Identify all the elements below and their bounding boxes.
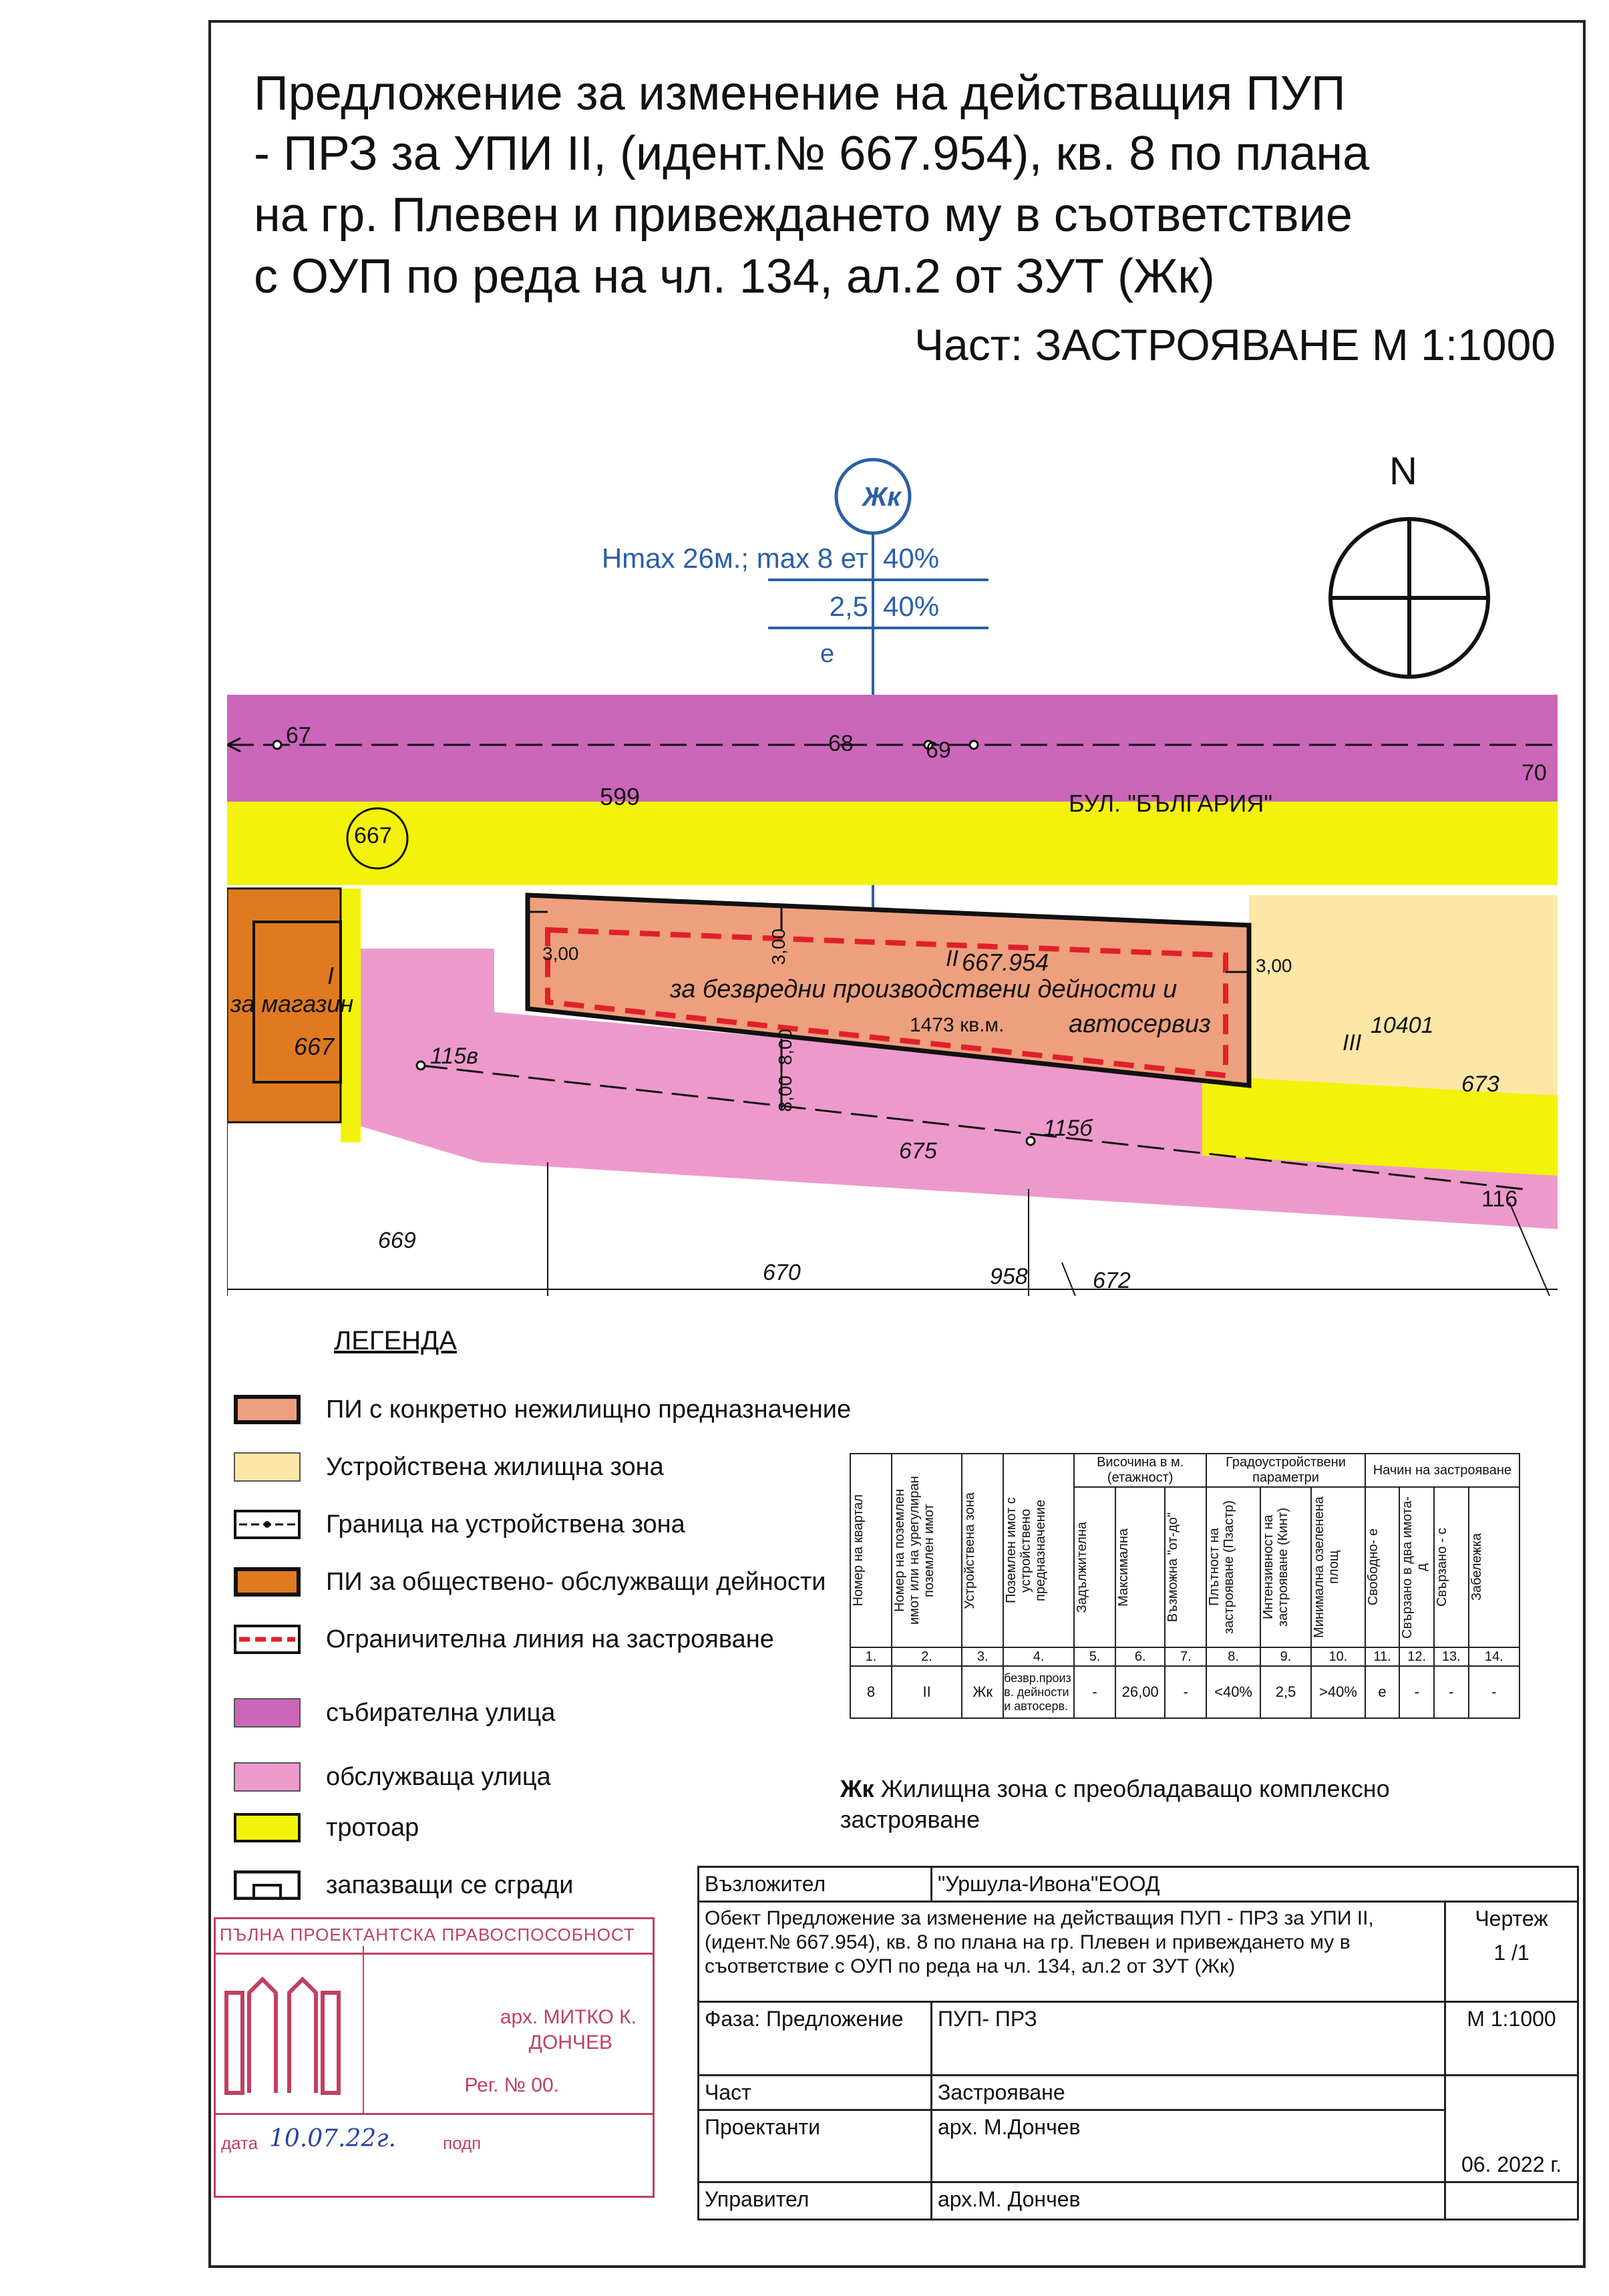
table-header: Плътност на застрояване (Пзастр) xyxy=(1207,1500,1237,1635)
block-number: 667 xyxy=(354,823,392,848)
legend-swatch xyxy=(234,1813,301,1842)
table-header: Минимална озеленена площ xyxy=(1312,1496,1342,1638)
legend-label: тротоар xyxy=(326,1813,419,1842)
table-number-row: 1. 2. 3. 4. 5. 6. 7. 8. 9. 10. 11. 12. 13. 14. xyxy=(850,1647,1519,1666)
date-value: 06. 2022 г. xyxy=(1445,2076,1578,2182)
legend-swatch xyxy=(234,1452,301,1482)
title-line-2: - ПРЗ за УПИ II, (идент.№ 667.954), кв. 8 по плана xyxy=(254,127,1370,180)
parcel-675: 675 xyxy=(899,1138,937,1164)
zone-kint: 2,5 xyxy=(829,591,868,622)
collector-street xyxy=(227,695,1558,802)
lot-right-roman: III xyxy=(1343,1030,1362,1055)
legend-item-zone-boundary xyxy=(234,1504,685,1544)
zone-note-code: Жк xyxy=(840,1775,874,1802)
zone-height: Hmax 26м.; max 8 ет xyxy=(601,542,868,574)
zone-note xyxy=(840,1774,1508,1835)
part-label: Част xyxy=(699,2076,932,2110)
stamp-heading: ПЪЛНА ПРОЕКТАНТСКА ПРАВОСПОСОБНОСТ xyxy=(220,1925,635,1945)
legend-item-public-lot xyxy=(234,1562,826,1602)
zone-note-text: Жилищна зона с преобладаващо комплексно застрояване xyxy=(840,1775,1390,1833)
lot-shop-id: 667 xyxy=(294,1033,335,1060)
legend-label: Ограничителна линия на застрояване xyxy=(326,1625,774,1653)
subtitle: Част: ЗАСТРОЯВАНЕ М 1:1000 xyxy=(914,320,1556,369)
title-block xyxy=(697,1866,1579,2221)
scale-value: М 1:1000 xyxy=(1445,2002,1578,2076)
architect-stamp xyxy=(214,1917,655,2198)
object-text: Предложение за изменение на действащия ПУП - ПРЗ за УПИ II, (идент.№ 667.954), кв. 8 по плана на гр. Плевен и привеждането му в съответствие с ОУП по реда на чл. 134, ал.2 от ЗУТ (Жк) xyxy=(705,1907,1374,1977)
dim-right: 3,00 xyxy=(1256,955,1292,976)
manager-value: арх.М. Дончев xyxy=(932,2182,1445,2220)
point-68: 68 xyxy=(828,731,854,756)
legend-swatch xyxy=(234,1698,301,1728)
legend-label: Граница на устройствена зона xyxy=(326,1510,685,1538)
legend-swatch xyxy=(234,1762,301,1792)
table-group-height: Височина в м. (етажност) xyxy=(1074,1454,1206,1487)
manager-label: Управител xyxy=(699,2182,932,2220)
assignor-label: Възложител xyxy=(699,1867,932,1902)
legend-item-service-street xyxy=(234,1757,551,1797)
assignor-value: "Уршула-Ивона"ЕООД xyxy=(932,1867,1578,1902)
object-cell xyxy=(699,1902,1445,2002)
legend-swatch xyxy=(234,1510,301,1539)
drawing-cell xyxy=(1445,1902,1578,2002)
point-116: 116 xyxy=(1481,1186,1518,1212)
point-115v: 115в xyxy=(430,1043,478,1069)
object-label: Обект xyxy=(705,1907,761,1929)
legend-title: ЛЕГЕНДА xyxy=(334,1326,457,1355)
table-header: Интензивност на застрояване (Кинт) xyxy=(1260,1507,1290,1627)
lot-main-purpose-1: за безвредни производствени дейности и xyxy=(670,975,1178,1003)
legend-item-residential-zone xyxy=(234,1447,664,1487)
lot-main-roman: II xyxy=(946,946,958,971)
lot-shop-roman: I xyxy=(327,962,335,989)
legend-label: ПИ с конкретно нежилищно предназначение xyxy=(326,1395,852,1424)
stamp-sign-label: подп xyxy=(443,2133,482,2153)
legend-label: ПИ за обществено- обслужващи дейности xyxy=(326,1567,826,1596)
table-header: Свързано в два имота- д xyxy=(1400,1496,1430,1639)
title-line-3: на гр. Плевен и привеждането му в съответствие xyxy=(254,188,1353,242)
street-number: 599 xyxy=(600,783,641,810)
table-header: Свързано - с xyxy=(1434,1527,1449,1607)
dim-bottom-2: 8,00 xyxy=(775,1076,795,1112)
sidewalk-top xyxy=(227,802,1558,885)
stamp-date-label: дата xyxy=(221,2133,258,2153)
lot-right-id: 10401 xyxy=(1371,1013,1434,1038)
drawing-label: Чертеж xyxy=(1475,1907,1548,1931)
table-header: Задължителна xyxy=(1075,1521,1090,1613)
stamp-name-2: ДОНЧЕВ xyxy=(528,2031,612,2054)
table-header: Забележка xyxy=(1469,1533,1484,1601)
zone-green: 40% xyxy=(883,591,940,622)
table-group-params: Градоустройствени параметри xyxy=(1206,1454,1365,1487)
legend-label: събирателна улица xyxy=(326,1698,556,1727)
dim-left: 3,00 xyxy=(542,943,579,964)
legend-swatch xyxy=(234,1567,301,1597)
drawing-number: 1 /1 xyxy=(1493,1941,1530,1965)
point-115b: 115б xyxy=(1043,1116,1093,1141)
legend-item-sidewalk xyxy=(234,1808,419,1848)
zone-density: 40% xyxy=(883,542,940,574)
title-line-4: с ОУП по реда на чл. 134, ал.2 от ЗУТ (Жк) xyxy=(254,250,1215,303)
point-70: 70 xyxy=(1522,760,1547,786)
title-line-1: Предложение за изменение на действащия ПУП xyxy=(254,67,1346,120)
north-arrow-icon xyxy=(1319,508,1499,688)
designers-value: арх. М.Дончев xyxy=(932,2110,1445,2182)
legend-item-build-line xyxy=(234,1619,774,1659)
parcel-673: 673 xyxy=(1461,1072,1499,1097)
zone-code: Жк xyxy=(862,482,901,512)
table-header: Свободно- е xyxy=(1365,1528,1381,1606)
table-header: Максимална xyxy=(1116,1528,1131,1607)
parcel-958: 958 xyxy=(990,1264,1028,1289)
designers-label: Проектанти xyxy=(699,2110,932,2182)
north-label: N xyxy=(1389,450,1417,493)
phase-value: ПУП- ПРЗ xyxy=(932,2002,1445,2076)
legend-item-nonresidential xyxy=(234,1389,851,1430)
table-group-mode: Начин на застрояване xyxy=(1365,1454,1519,1487)
legend-swatch xyxy=(234,1625,301,1654)
street-name: БУЛ. "БЪЛГАРИЯ" xyxy=(1069,790,1273,817)
lot-shop-purpose: за магазин xyxy=(230,990,354,1017)
legend-label: Устройствена жилищна зона xyxy=(326,1452,664,1481)
parcel-669: 669 xyxy=(378,1228,416,1253)
lot-main-purpose-2: автосервиз xyxy=(1069,1010,1211,1038)
legend-label: обслужваща улица xyxy=(326,1762,551,1791)
parcel-670: 670 xyxy=(763,1260,801,1285)
table-row: 8 II Жк безвр.произ в. дейности и автосерв. - 26,00 - <40% 2,5 >40% e - - - xyxy=(850,1666,1519,1718)
lot-main-area: 1473 кв.м. xyxy=(910,1014,1005,1036)
zone-mode: e xyxy=(820,640,835,668)
dim-bottom-1: 8,00 xyxy=(775,1029,795,1065)
legend-item-existing-buildings xyxy=(234,1865,573,1905)
legend-label: запазващи се сгради xyxy=(326,1870,574,1899)
table-header: Възможна "от-до" xyxy=(1166,1512,1181,1623)
table-header: Поземлен имот с устройствено предназначение xyxy=(1004,1497,1049,1604)
point-69: 69 xyxy=(926,737,951,763)
stamp-reg: Рег. № 00. xyxy=(464,2074,559,2096)
stamp-name-1: арх. МИТКО К. xyxy=(500,2006,637,2028)
parameters-table xyxy=(850,1453,1520,1719)
table-header: Устройствена зона xyxy=(962,1492,978,1609)
stamp-logo-icon xyxy=(222,1966,343,2100)
stamp-date-value: 10.07.22г. xyxy=(269,2125,396,2152)
parcel-672: 672 xyxy=(1093,1268,1131,1293)
part-value: Застрояване xyxy=(932,2076,1445,2110)
lot-main-id: 667.954 xyxy=(962,949,1049,976)
point-67: 67 xyxy=(286,723,311,748)
phase-label: Фаза: Предложение xyxy=(699,2002,932,2076)
legend-item-collector-street xyxy=(234,1693,555,1733)
legend-swatch xyxy=(234,1395,301,1424)
dim-top: 3,00 xyxy=(768,929,789,965)
legend-swatch xyxy=(234,1870,301,1900)
table-header: Номер на квартал xyxy=(851,1494,866,1607)
table-header: Номер на поземлен имот или на урегулиран поземлен имот xyxy=(892,1476,936,1625)
